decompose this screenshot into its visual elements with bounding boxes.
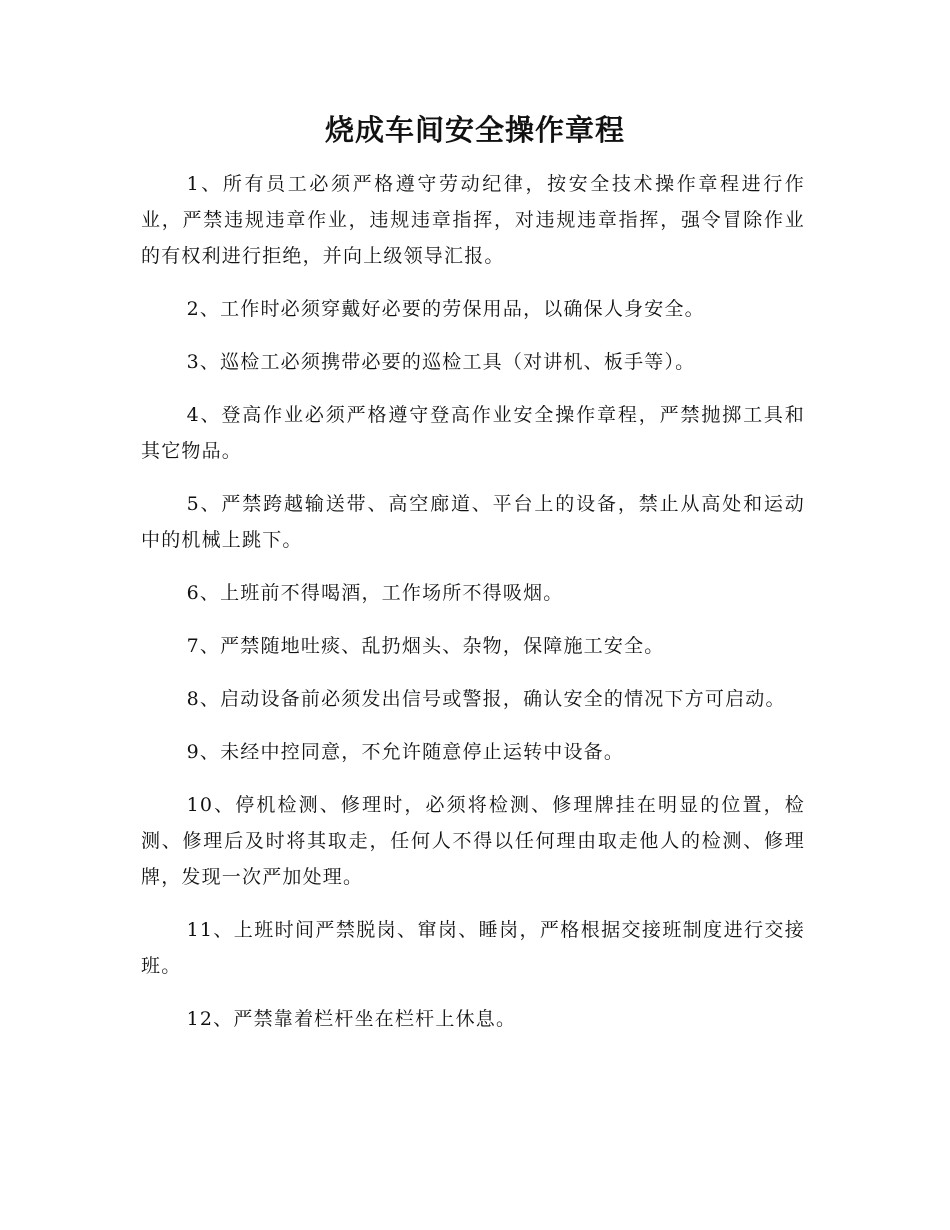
rule-paragraph-7: 7、严禁随地吐痰、乱扔烟头、杂物，保障施工安全。 — [186, 635, 665, 657]
rule-paragraph-8: 8、启动设备前必须发出信号或警报，确认安全的情况下方可启动。 — [186, 688, 786, 710]
rule-paragraph-9: 9、未经中控同意，不允许随意停止运转中设备。 — [186, 741, 625, 763]
rule-paragraph-2: 2、工作时必须穿戴好必要的劳保用品，以确保人身安全。 — [186, 298, 705, 320]
rule-paragraph-4: 4、登高作业必须严格遵守登高作业安全操作章程，严禁抛掷工具和其它物品。 — [141, 404, 805, 462]
rule-paragraph-1: 1、所有员工必须严格遵守劳动纪律，按安全技术操作章程进行作业，严禁违规违章作业，违规违章指挥，对违规违章指挥，强令冒除作业的有权利进行拒绝，并向上级领导汇报。 — [141, 173, 805, 267]
rule-paragraph-5: 5、严禁跨越输送带、高空廊道、平台上的设备，禁止从高处和运动中的机械上跳下。 — [141, 493, 805, 551]
document-title: 烧成车间安全操作章程 — [324, 113, 625, 147]
rule-paragraph-3: 3、巡检工必须携带必要的巡检工具（对讲机、板手等）。 — [186, 351, 696, 373]
rule-paragraph-10: 10、停机检测、修理时，必须将检测、修理牌挂在明显的位置，检测、修理后及时将其取走，任何人不得以任何理由取走他人的检测、修理牌，发现一次严加处理。 — [141, 794, 805, 888]
rule-paragraph-11: 11、上班时间严禁脱岗、窜岗、睡岗，严格根据交接班制度进行交接班。 — [141, 919, 805, 977]
rule-paragraph-6: 6、上班前不得喝酒，工作场所不得吸烟。 — [186, 582, 564, 604]
document-body — [141, 166, 805, 1054]
rule-paragraph-12: 12、严禁靠着栏杆坐在栏杆上休息。 — [186, 1008, 517, 1030]
